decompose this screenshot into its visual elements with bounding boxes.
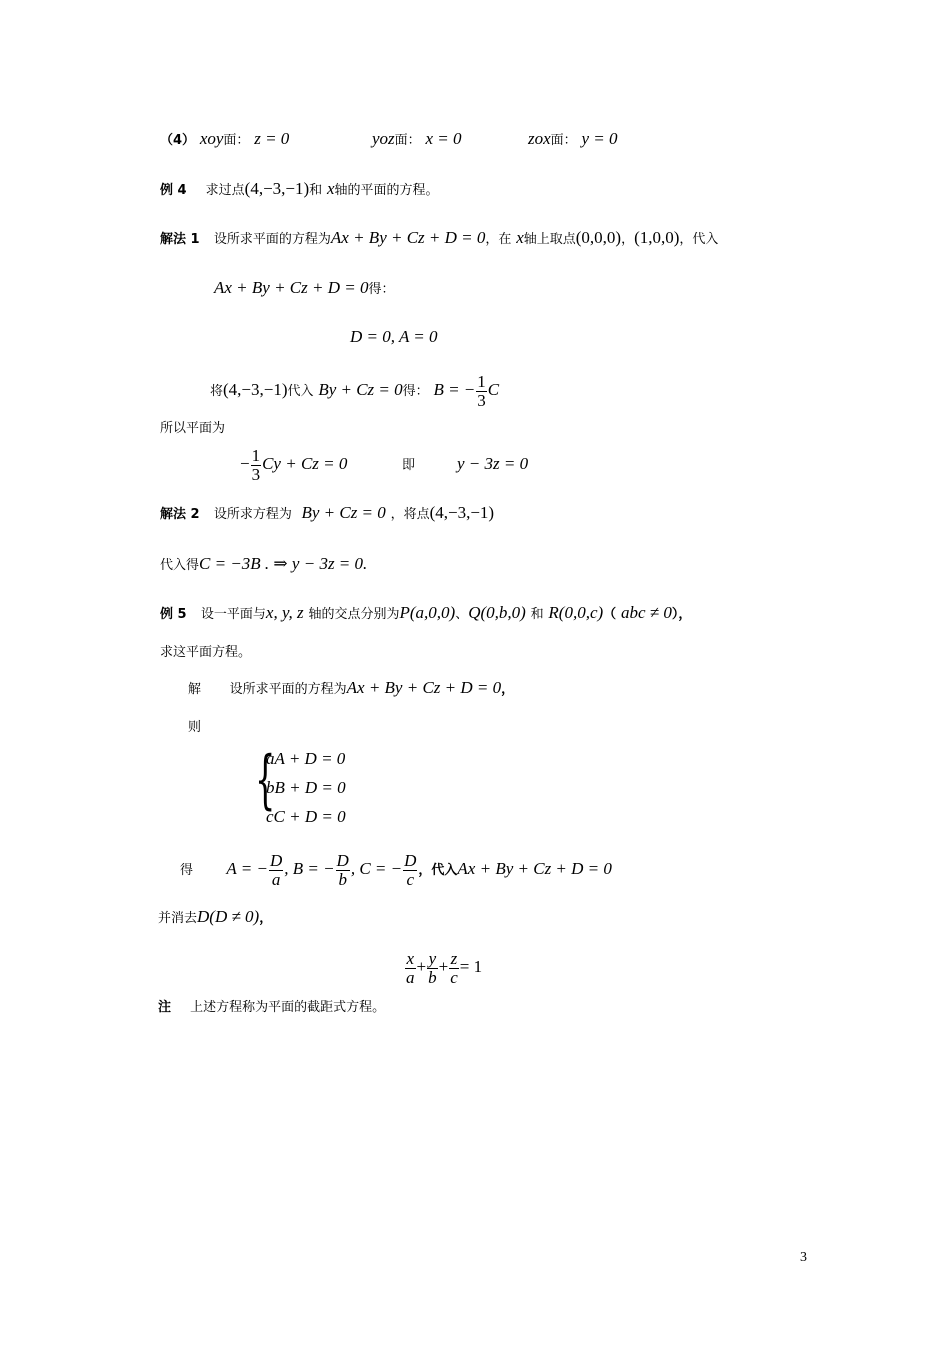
- denominator: c: [450, 967, 458, 987]
- solution-1-line-3: [210, 370, 499, 412]
- solution-text: ，: [501, 682, 515, 697]
- equation: By + Cz = 0: [318, 380, 403, 399]
- equation-z0: z = 0: [254, 129, 290, 148]
- label-face: 面：: [394, 133, 421, 148]
- note: [158, 996, 385, 1018]
- solution-label: 解法 1: [160, 232, 200, 247]
- var-x: x: [326, 179, 335, 198]
- example-text: 求这平面方程。: [160, 645, 252, 660]
- solution-text: 得：: [368, 282, 395, 297]
- plane-yoz-line: [372, 129, 462, 151]
- equation-y0: y = 0: [581, 129, 618, 148]
- equation: C: [487, 380, 500, 399]
- solution-text: ，: [259, 911, 273, 926]
- fraction: [476, 373, 487, 410]
- solution-1-line-2: [214, 278, 395, 300]
- numerator: 1: [251, 445, 261, 465]
- solution-text: 所以平面为: [160, 421, 226, 436]
- example-text: 和: [530, 607, 544, 622]
- plane-yoz: yoz: [372, 129, 395, 148]
- numerator: 1: [477, 371, 486, 391]
- denominator: b: [428, 967, 437, 987]
- equation: Cy + Cz = 0: [262, 454, 348, 473]
- example-5: [160, 603, 691, 625]
- plane-equations-line: [160, 129, 289, 151]
- page-number: 3: [800, 1250, 807, 1265]
- solution-1-result: [350, 327, 438, 347]
- fraction-z-c: [449, 950, 459, 987]
- solution-text: ，在: [485, 232, 512, 247]
- solution-label: 解: [188, 682, 202, 697]
- example-text: 、: [455, 607, 469, 622]
- point-p: P(a,0,0): [399, 603, 456, 622]
- numerator: D: [336, 850, 349, 870]
- var-x: x: [516, 228, 524, 247]
- point: (4,−3,−1): [223, 380, 288, 399]
- note-text: 上述方程称为平面的截距式方程。: [190, 1000, 386, 1015]
- denominator: b: [338, 869, 347, 889]
- point: (4,−3,−1): [429, 503, 495, 522]
- solution-text: 代入: [287, 384, 314, 399]
- solution-text: 得: [180, 863, 194, 878]
- example-4: [160, 179, 439, 201]
- solution-text: 并消去: [158, 911, 198, 926]
- plus-sign: +: [438, 957, 449, 976]
- example-5-line-2: [160, 641, 251, 663]
- solution-text: 代入得: [160, 558, 200, 573]
- equation: A = −: [226, 859, 268, 878]
- solution-1-line-4: [160, 417, 225, 439]
- equation: Ax + By + Cz + D = 0: [457, 859, 612, 878]
- equation: Ax + By + Cz + D = 0: [214, 278, 369, 297]
- example-text: ），: [671, 607, 692, 622]
- denominator: c: [406, 869, 415, 889]
- equation: , C = −: [350, 859, 403, 878]
- denominator: 3: [251, 464, 261, 484]
- solution-5-eliminate: [158, 907, 272, 929]
- equation: C = −3B . ⇒ y − 3z = 0.: [199, 554, 368, 573]
- example-label: 例 4: [160, 183, 187, 198]
- solution-text: ，将点: [390, 507, 430, 522]
- label-face: 面：: [550, 133, 577, 148]
- intercept-form-equation: [404, 945, 482, 989]
- system-eq-2: [266, 778, 346, 798]
- equation: Ax + By + Cz + D = 0: [330, 228, 486, 247]
- point: (1,0,0): [634, 228, 680, 247]
- equation: By + Cz = 0: [301, 503, 386, 522]
- solution-text: 则: [188, 720, 202, 735]
- equation: Ax + By + Cz + D = 0: [346, 678, 502, 697]
- equation-x0: x = 0: [425, 129, 462, 148]
- fraction: [403, 852, 417, 889]
- solution-text: 设所求方程为: [213, 507, 292, 522]
- solution-5-then: [188, 716, 201, 738]
- example-text: 轴的平面的方程。: [334, 183, 439, 198]
- denominator: 3: [477, 390, 486, 410]
- solution-text: 设所求平面的方程为: [213, 232, 331, 247]
- equation: y − 3z = 0: [457, 454, 529, 473]
- equation-rhs: = 1: [459, 957, 483, 976]
- solution-text: ，: [621, 232, 635, 247]
- solution-1-equiv: [402, 454, 415, 476]
- point: (0,0,0): [575, 228, 622, 247]
- numerator: x: [406, 948, 415, 968]
- example-text: 轴的交点分别为: [308, 607, 400, 622]
- equation: aA + D = 0: [266, 749, 346, 768]
- numerator: D: [269, 850, 283, 870]
- solution-1-line-1: [160, 228, 718, 250]
- solution-text: 轴上取点: [523, 232, 576, 247]
- note-label: 注: [158, 1000, 172, 1015]
- fraction-x-a: [405, 950, 416, 987]
- solution-text: 设所求平面的方程为: [229, 682, 347, 697]
- solution-2-line-2: [160, 554, 367, 576]
- point-q: Q(0,b,0): [468, 603, 526, 622]
- equation: bB + D = 0: [266, 778, 346, 797]
- equation: , B = −: [284, 859, 335, 878]
- numerator: D: [404, 850, 417, 870]
- example-text: 设一平面与: [200, 607, 266, 622]
- plane-zox-line: [528, 129, 618, 151]
- left-brace: {: [255, 743, 276, 817]
- point-r: R(0,0,c): [548, 603, 604, 622]
- plus-sign: +: [416, 957, 427, 976]
- denominator: a: [406, 967, 415, 987]
- equation: −: [240, 454, 250, 473]
- plane-xoy: xoy: [199, 129, 224, 148]
- system-eq-1: [266, 749, 345, 769]
- equation: D = 0, A = 0: [350, 327, 438, 346]
- example-text: 求过点: [205, 183, 245, 198]
- equation: B = −: [433, 380, 476, 399]
- denominator: a: [271, 869, 281, 889]
- solution-5-line-1: [188, 678, 514, 700]
- fraction-y-b: [427, 950, 438, 987]
- example-text: （: [603, 607, 617, 622]
- variables: x, y, z: [265, 603, 304, 622]
- example-label: 例 5: [160, 607, 187, 622]
- equation: cC + D = 0: [266, 807, 346, 826]
- equation: D(D ≠ 0): [197, 907, 260, 926]
- plane-zox: zox: [528, 129, 551, 148]
- solution-5-results: [180, 848, 612, 892]
- solution-1-plane: [240, 444, 347, 484]
- item-number: （4）: [160, 133, 196, 148]
- point: (4,−3,−1): [244, 179, 310, 198]
- fraction: [251, 447, 262, 484]
- system-eq-3: [266, 807, 346, 827]
- solution-text: 即: [402, 458, 416, 473]
- numerator: z: [450, 948, 458, 968]
- solution-1-final: [457, 454, 528, 474]
- solution-text: ，代入: [418, 863, 458, 878]
- solution-text: ，代入: [679, 232, 719, 247]
- solution-2-line-1: [160, 503, 494, 525]
- label-face: 面：: [223, 133, 250, 148]
- solution-text: 将: [210, 384, 224, 399]
- solution-text: 得：: [402, 384, 429, 399]
- fraction: [269, 852, 283, 889]
- solution-label: 解法 2: [160, 507, 200, 522]
- condition: abc ≠ 0: [620, 603, 672, 622]
- fraction: [336, 852, 350, 889]
- example-text: 和: [309, 183, 323, 198]
- numerator: y: [428, 948, 437, 968]
